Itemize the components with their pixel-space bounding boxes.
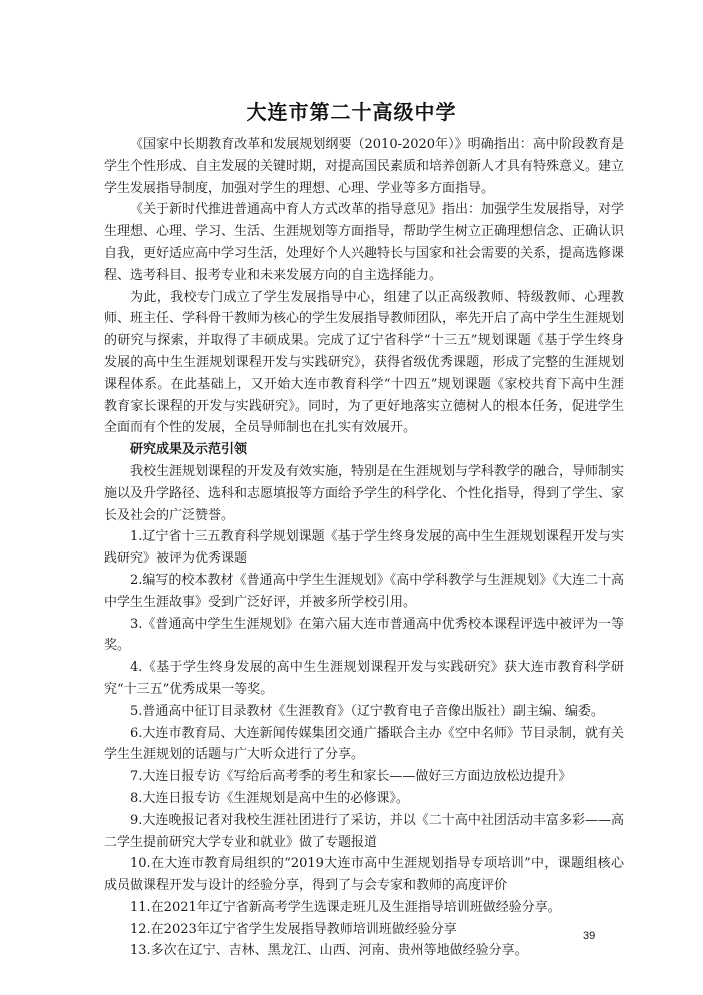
list-item: 8.大连日报专访《生涯规划是高中生的必修课》。 xyxy=(130,790,409,806)
list-item: 11.在2021年辽宁省新高考学生选课走班儿及生涯指导培训班做经验分享。 xyxy=(130,899,561,915)
list-item: 3.《普通高中学生生涯规划》在第六届大连市普通高中优秀校本课程评选中被评为一等奖。 xyxy=(104,616,624,654)
paragraph-3: 为此，我校专门成立了学生发展指导中心，组建了以正高级教师、特级教师、心理教师、班主任、学科骨干教师为核心的学生发展指导教师团队，率先开启了高中学生生涯规划的研究与探索，并取得了丰硕成果。完成了辽宁省科学“十三五”规划课题《基于学生终身发展的高中生生涯规划课程开发与实践研究》，获得省级优秀课题，形成了完整的生涯规划课程体系。在此基础上，又开始大连市教育科学“十四五”规划课题《家校共育下高中生涯教育家长课程的开发与实践研究》。同时，为了更好地落实立德树人的根本任务，促进学生全面而有个性的发展，全员导师制也在扎实有效展开。 xyxy=(104,289,625,436)
list-item: 5.普通高中征订目录教材《生涯教育》（辽宁教育电子音像出版社）副主编、编委。 xyxy=(130,703,604,719)
list-item: 10.在大连市教育局组织的“2019大连市高中生涯规划指导专项培训”中，课题组核心成员做课程开发与设计的经验分享，得到了与会专家和教师的高度评价 xyxy=(104,856,624,894)
list-item: 6.大连市教育局、大连新闻传媒集团交通广播联合主办《空中名师》节目录制，就有关学生生涯规划的话题与广大听众进行了分享。 xyxy=(104,725,624,763)
list-item: 1.辽宁省十三五教育科学规划课题《基于学生终身发展的高中生生涯规划课程开发与实践研究》被评为优秀课题 xyxy=(104,529,624,567)
list-item: 13.多次在辽宁、吉林、黑龙江、山西、河南、贵州等地做经验分享。 xyxy=(130,943,528,959)
list-item: 12.在2023年辽宁省学生发展指导教师培训班做经验分享 xyxy=(130,921,457,937)
section-intro: 我校生涯规划课程的开发及有效实施，特别是在生涯规划与学科教学的融合，导师制实施以及升学路径、选科和志愿填报等方面给予学生的科学化、个性化指导，得到了学生、家长及社会的广泛赞誉。 xyxy=(104,463,625,523)
list-item: 7.大连日报专访《写给后高考季的考生和家长——做好三方面边放松边提升》 xyxy=(130,769,572,785)
paragraph-1: 《国家中长期教育改革和发展规划纲要（2010-2020年）》明确指出：高中阶段教育是学生个性形成、自主发展的关键时期，对提高国民素质和培养创新人才具有特殊意义。建立学生发展指导制度，加强对学生的理想、心理、学业等多方面指导。 xyxy=(104,137,625,196)
section-heading: 研究成果及示范引领 xyxy=(130,442,248,458)
paragraph-2: 《关于新时代推进普通高中育人方式改革的指导意见》指出：加强学生发展指导，对学生理想、心理、学习、生活、生涯规划等方面指导，帮助学生树立正确理想信念、正确认识自我，更好适应高中学习生活，处理好个人兴趣特长与国家和社会需要的关系，提高选修课程、选考科目、报考专业和未来发展方向的自主选择能力。 xyxy=(104,202,625,283)
document-body xyxy=(104,134,624,962)
list-item: 4.《基于学生终身发展的高中生生涯规划课程开发与实践研究》获大连市教育科学研究“十三五”优秀成果一等奖。 xyxy=(104,660,624,697)
list-item: 9.大连晚报记者对我校生涯社团进行了采访，并以《二十高中社团活动丰富多彩——高二学生提前研究大学专业和就业》做了专题报道 xyxy=(104,812,624,850)
page-title: 大连市第二十高级中学 xyxy=(246,100,457,124)
page-number: 39 xyxy=(583,930,596,942)
list-item: 2.编写的校本教材《普通高中学生生涯规划》《高中学科教学与生涯规划》《大连二十高中学生生涯故事》受到广泛好评，并被多所学校引用。 xyxy=(104,572,624,610)
